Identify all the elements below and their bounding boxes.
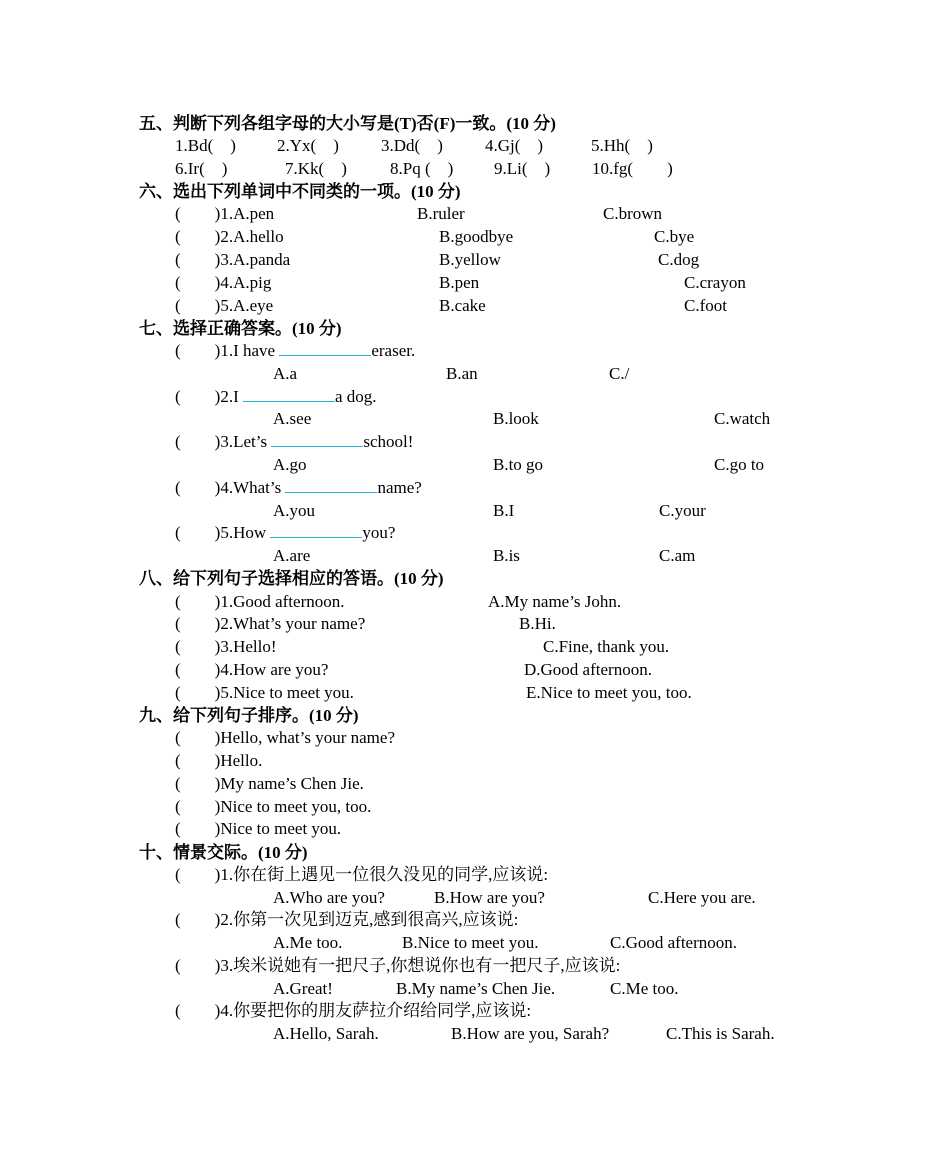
s7-stem-end: eraser. [371,341,416,360]
s6-item [0,294,950,317]
s7-option-b: B.to go [493,455,544,474]
s8-answer: E.Nice to meet you, too. [526,683,692,702]
letter-item: 7.Kk( ) [285,159,347,178]
letter-item: 2.Yx( ) [277,136,339,155]
letter-item: 6.Ir( ) [175,159,228,178]
s7-stem-end: name? [377,478,422,497]
s8-item [0,590,950,613]
section-title: 十、情景交际。(10 分) [139,843,308,862]
section-6-heading [0,180,950,203]
s9-sentence: ( )Nice to meet you, too. [175,797,372,816]
letter-item: 10.fg( ) [592,159,673,178]
s7-options [0,544,950,567]
s9-item [0,726,950,749]
s6-question: ( )3.A.panda [175,250,291,269]
s10-question [0,908,950,931]
section-9-heading [0,704,950,727]
s7-stem-start: ( )1.I have [175,341,280,360]
s6-option-c: C.dog [658,250,700,269]
s6-item [0,225,950,248]
s9-sentence: ( )Hello, what’s your name? [175,728,395,747]
s10-prompt: ( )4.你要把你的朋友萨拉介绍给同学,应该说: [175,1001,532,1020]
s8-question: ( )2.What’s your name? [175,614,366,633]
s10-option-a: A.Me too. [273,933,343,952]
s7-option-b: B.an [446,364,478,383]
section-title: 九、给下列句子排序。(10 分) [139,706,359,725]
s7-option-b: B.I [493,501,515,520]
s7-options [0,362,950,385]
letter-item: 3.Dd( ) [381,136,443,155]
s6-item [0,271,950,294]
answer-blank[interactable] [279,340,371,356]
s7-stem-start: ( )5.How [175,523,271,542]
s7-question [0,476,950,499]
s7-stem-end: school! [363,432,414,451]
s7-option-b: B.look [493,409,539,428]
answer-blank[interactable] [270,522,362,538]
s6-option-b: B.pen [439,273,480,292]
letter-item: 1.Bd( ) [175,136,236,155]
s8-answer: D.Good afternoon. [524,660,652,679]
s10-prompt: ( )1.你在街上遇见一位很久没见的同学,应该说: [175,865,549,884]
s7-stem-start: ( )3.Let’s [175,432,272,451]
s6-question: ( )4.A.pig [175,273,272,292]
s6-item [0,248,950,271]
s7-question [0,521,950,544]
s8-item [0,635,950,658]
s9-item [0,772,950,795]
s7-option-a: A.you [273,501,316,520]
s8-item [0,658,950,681]
section-8-heading [0,567,950,590]
s7-option-c: C.your [659,501,706,520]
s8-question: ( )5.Nice to meet you. [175,683,354,702]
answer-blank[interactable] [271,431,363,447]
s10-options [0,886,950,909]
s7-options [0,499,950,522]
s8-question: ( )1.Good afternoon. [175,592,345,611]
s10-option-c: C.This is Sarah. [666,1024,775,1043]
s9-item [0,749,950,772]
s10-option-c: C.Here you are. [648,888,756,907]
s9-sentence: ( )My name’s Chen Jie. [175,774,364,793]
s6-option-b: B.cake [439,296,486,315]
s7-option-c: C.am [659,546,696,565]
s10-option-a: A.Who are you? [273,888,385,907]
s10-option-c: C.Good afternoon. [610,933,738,952]
s10-option-a: A.Hello, Sarah. [273,1024,379,1043]
section-title: 六、选出下列单词中不同类的一项。(10 分) [139,182,461,201]
s7-question [0,430,950,453]
s8-answer: B.Hi. [519,614,556,633]
s8-question: ( )3.Hello! [175,637,277,656]
s8-question: ( )4.How are you? [175,660,329,679]
s10-prompt: ( )3.埃米说她有一把尺子,你想说你也有一把尺子,应该说: [175,956,621,975]
s10-question [0,954,950,977]
s10-options [0,977,950,1000]
s7-stem-end: you? [362,523,396,542]
s7-options [0,453,950,476]
s7-option-a: A.go [273,455,307,474]
s10-option-c: C.Me too. [610,979,679,998]
s6-option-b: B.ruler [417,204,465,223]
s10-options [0,1022,950,1045]
s7-option-c: C./ [609,364,630,383]
s7-question [0,385,950,408]
s8-item [0,681,950,704]
letter-item: 9.Li( ) [494,159,551,178]
s7-question [0,339,950,362]
s7-option-a: A.see [273,409,312,428]
s8-answer: C.Fine, thank you. [543,637,670,656]
section-5-heading [0,112,950,135]
s6-option-b: B.goodbye [439,227,514,246]
s10-option-b: B.How are you, Sarah? [451,1024,610,1043]
s10-option-b: B.How are you? [434,888,545,907]
s10-option-b: B.Nice to meet you. [402,933,539,952]
s7-option-c: C.watch [714,409,771,428]
s6-option-c: C.foot [684,296,727,315]
letter-row-1 [0,134,950,157]
s6-option-c: C.crayon [684,273,746,292]
answer-blank[interactable] [285,477,377,493]
section-7-heading [0,317,950,340]
s7-option-b: B.is [493,546,520,565]
s10-option-a: A.Great! [273,979,333,998]
s10-question [0,863,950,886]
s9-sentence: ( )Nice to meet you. [175,819,342,838]
s6-item [0,202,950,225]
s9-sentence: ( )Hello. [175,751,263,770]
s10-question [0,999,950,1022]
s7-stem-start: ( )2.I [175,387,243,406]
section-title: 五、判断下列各组字母的大小写是(T)否(F)一致。(10 分) [139,114,556,133]
letter-item: 5.Hh( ) [591,136,653,155]
section-title: 八、给下列句子选择相应的答语。(10 分) [139,569,444,588]
s8-answer: A.My name’s John. [488,592,622,611]
s10-prompt: ( )2.你第一次见到迈克,感到很高兴,应该说: [175,910,519,929]
s7-stem-end: a dog. [334,387,377,406]
s7-options [0,407,950,430]
letter-row-2 [0,157,950,180]
s7-stem-start: ( )4.What’s [175,478,286,497]
answer-blank[interactable] [243,386,335,402]
s10-option-b: B.My name’s Chen Jie. [396,979,556,998]
s10-options [0,931,950,954]
s7-option-c: C.go to [714,455,765,474]
s9-item [0,795,950,818]
s9-item [0,817,950,840]
s7-option-a: A.are [273,546,311,565]
s8-item [0,612,950,635]
s6-question: ( )5.A.eye [175,296,274,315]
s6-option-b: B.yellow [439,250,501,269]
s6-option-c: C.brown [603,204,663,223]
section-title: 七、选择正确答案。(10 分) [139,319,342,338]
s6-question: ( )1.A.pen [175,204,275,223]
s6-question: ( )2.A.hello [175,227,284,246]
s6-option-c: C.bye [654,227,695,246]
letter-item: 4.Gj( ) [485,136,544,155]
letter-item: 8.Pq ( ) [390,159,454,178]
s7-option-a: A.a [273,364,298,383]
section-10-heading [0,841,950,864]
